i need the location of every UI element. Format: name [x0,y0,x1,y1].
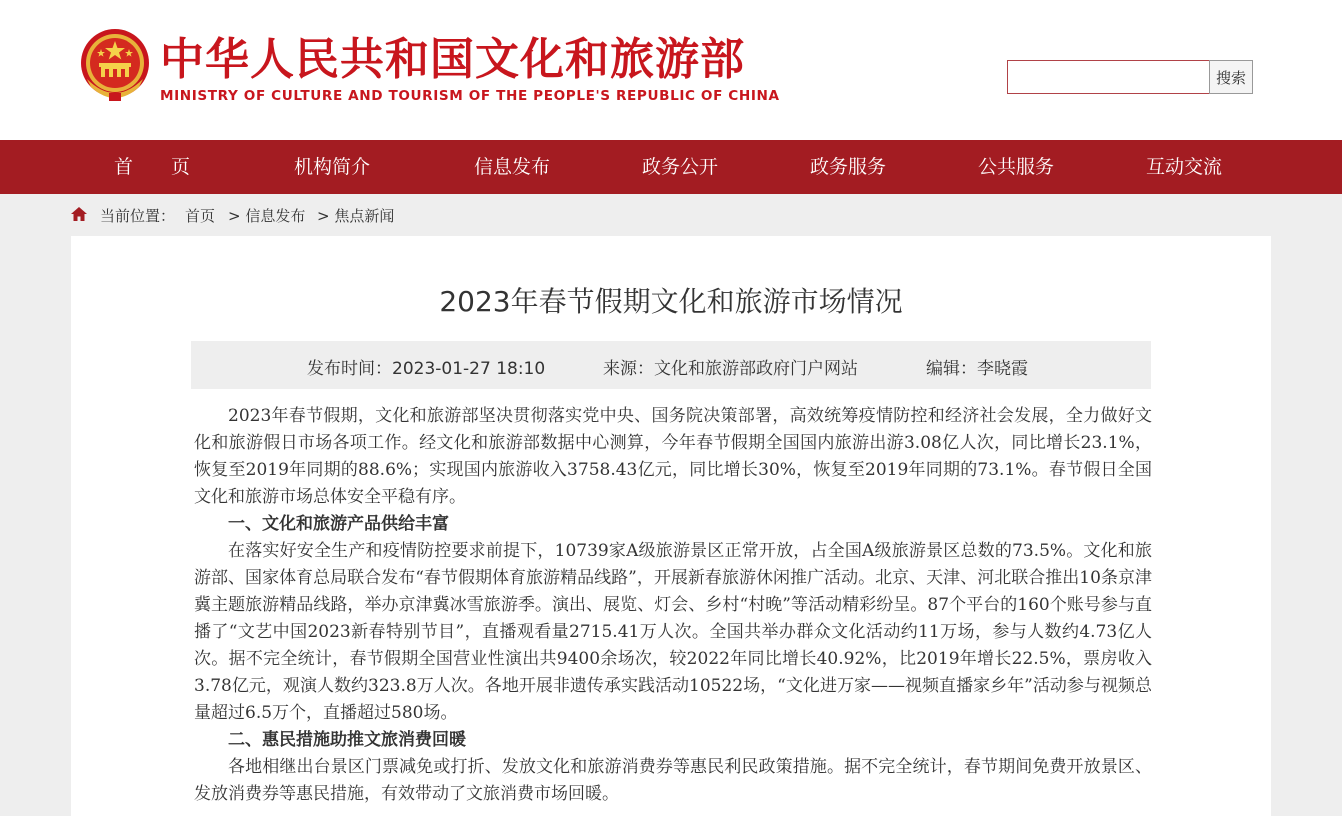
breadcrumb-home[interactable]: 首页 [185,207,216,225]
article-source: 来源：文化和旅游部政府门户网站 [603,359,858,379]
section-heading: 一、文化和旅游产品供给丰富 [228,514,449,534]
publish-date: 发布时间：2023-01-27 18:10 [307,359,546,379]
nav-item-interaction[interactable]: 互动交流 [1146,156,1223,178]
article-paragraph: 在落实好安全生产和疫情防控要求前提下，10739家A级旅游景区正常开放，占全国A级旅游景区总数的73.5%。文化和旅游部、国家体育总局联合发布“春节假期体育旅游精品线路”，开展新春旅游休闲推广活动。北京、天津、河北联合推出10条京津冀主题旅游精品线路，举办京津冀冰雪旅游季。演出、展览、灯会、乡村“村晚”等活动精彩纷呈。87个平台的160个账号参与直播了“文艺中国2023新春特别节目”，直播观看量2715.41万人次。全国共举办群众文化活动约11万场，参与人数约4.73亿人次。据不完全统计，春节假期全国营业性演出共9400余场次，较2022年同比增长40.92%，比2019年增长22.5%，票房收入3.78亿元，观演人数约323.8万人次。各地开展非遗传承实践活动10522场，“文化进万家——视频直播家乡年”活动参与视频总量超过6.5万个，直播超过580场。 [194,541,1152,723]
search-input[interactable] [1007,60,1210,94]
national-emblem-icon[interactable] [79,27,151,105]
nav-item-government-services[interactable]: 政务服务 [810,156,887,178]
nav-item-public-services[interactable]: 公共服务 [978,156,1055,178]
article-title: 2023年春节假期文化和旅游市场情况 [439,285,903,318]
article-paragraph: 各地相继出台景区门票减免或打折、发放文化和旅游消费券等惠民利民政策措施。据不完全统计，春节期间免费开放景区、发放消费券等惠民措施，有效带动了文旅消费市场回暖。 [194,757,1152,804]
site-header [0,0,1342,140]
breadcrumb-news[interactable]: > 信息发布 [228,207,306,225]
site-title-en: MINISTRY OF CULTURE AND TOURISM OF THE PEOPLE'S REPUBLIC OF CHINA [160,88,780,104]
nav-item-government-affairs[interactable]: 政务公开 [642,156,719,178]
breadcrumb-focus-news[interactable]: > 焦点新闻 [317,207,395,225]
nav-item-about[interactable]: 机构简介 [294,156,371,178]
article-card [71,236,1271,816]
nav-item-home[interactable]: 首 页 [114,156,191,178]
article-editor: 编辑：李晓霞 [926,359,1028,379]
home-icon [70,206,88,222]
search-button[interactable]: 搜索 [1209,60,1253,94]
site-title-cn: 中华人民共和国文化和旅游部 [160,34,745,85]
section-heading: 二、惠民措施助推文旅消费回暖 [228,730,466,750]
article-paragraph: 2023年春节假期，文化和旅游部坚决贯彻落实党中央、国务院决策部署，高效统筹疫情防控和经济社会发展，全力做好文化和旅游假日市场各项工作。经文化和旅游部数据中心测算，今年春节假期全国国内旅游出游3.08亿人次，同比增长23.1%，恢复至2019年同期的88.6%；实现国内旅游收入3758.43亿元，同比增长30%，恢复至2019年同期的73.1%。春节假日全国文化和旅游市场总体安全平稳有序。 [194,406,1152,507]
main-nav [0,140,1342,194]
breadcrumb-label: 当前位置： [100,207,176,225]
nav-item-news[interactable]: 信息发布 [474,156,551,178]
article-meta [191,341,1151,389]
article-body [194,403,1152,808]
